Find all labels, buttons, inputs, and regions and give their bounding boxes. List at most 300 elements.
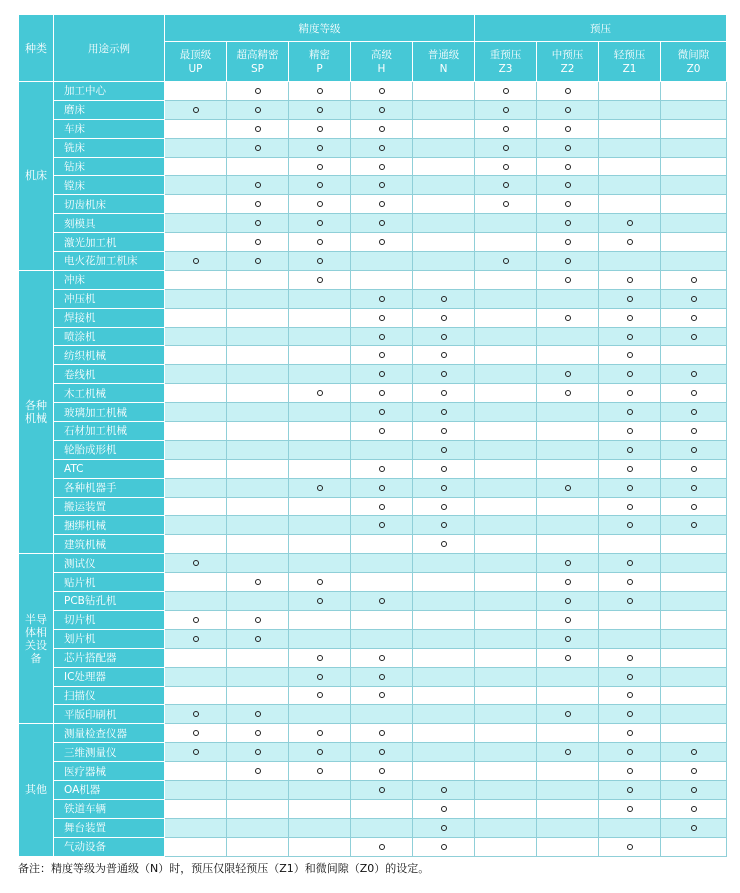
circle-mark-icon [565,390,571,396]
mark-cell [537,157,599,176]
table-row [19,365,727,384]
circle-mark-icon [627,447,633,453]
table-row [19,308,727,327]
mark-cell [413,233,475,252]
circle-mark-icon [317,182,323,188]
mark-cell [475,516,537,535]
mark-cell [475,629,537,648]
column-header-label: 普通级 [427,48,460,61]
mark-cell [165,138,227,157]
usage-name: 气动设备 [54,837,165,856]
mark-cell [289,308,351,327]
usage-name: 木工机械 [54,384,165,403]
mark-cell [475,724,537,743]
mark-cell [475,780,537,799]
column-header-label: 超高精密 [236,48,279,61]
mark-cell [475,214,537,233]
circle-mark-icon [441,787,447,793]
mark-cell [413,195,475,214]
mark-cell [537,82,599,101]
mark-cell [413,610,475,629]
mark-cell [165,610,227,629]
header-category: 种类 [19,15,54,82]
mark-cell [165,762,227,781]
mark-cell [413,573,475,592]
circle-mark-icon [193,749,199,755]
mark-cell [661,648,727,667]
mark-cell [599,554,661,573]
circle-mark-icon [627,315,633,321]
circle-mark-icon [379,428,385,434]
mark-cell [289,837,351,856]
mark-cell [537,365,599,384]
mark-cell [227,818,289,837]
circle-mark-icon [691,428,697,434]
mark-cell [661,629,727,648]
circle-mark-icon [441,371,447,377]
mark-cell [289,478,351,497]
mark-cell [599,100,661,119]
mark-cell [661,799,727,818]
table-row [19,629,727,648]
circle-mark-icon [565,164,571,170]
circle-mark-icon [691,522,697,528]
mark-cell [599,422,661,441]
mark-cell [599,459,661,478]
usage-name: 建筑机械 [54,535,165,554]
mark-cell [413,252,475,271]
mark-cell [599,440,661,459]
mark-cell [599,535,661,554]
mark-cell [289,327,351,346]
table-row [19,82,727,101]
mark-cell [599,610,661,629]
mark-cell [413,422,475,441]
circle-mark-icon [317,674,323,680]
table-row [19,119,727,138]
mark-cell [475,119,537,138]
mark-cell [227,573,289,592]
mark-cell [289,252,351,271]
mark-cell [599,648,661,667]
mark-cell [289,648,351,667]
circle-mark-icon [317,485,323,491]
circle-mark-icon [255,617,261,623]
mark-cell [661,705,727,724]
table-row [19,780,727,799]
mark-cell [165,384,227,403]
mark-cell [475,289,537,308]
mark-cell [537,724,599,743]
mark-cell [165,403,227,422]
mark-cell [351,459,413,478]
mark-cell [537,762,599,781]
circle-mark-icon [627,352,633,358]
mark-cell [165,270,227,289]
mark-cell [661,157,727,176]
mark-cell [537,629,599,648]
mark-cell [165,214,227,233]
circle-mark-icon [627,334,633,340]
column-header-label: 高级 [371,48,392,61]
mark-cell [661,100,727,119]
circle-mark-icon [691,277,697,283]
circle-mark-icon [379,768,385,774]
circle-mark-icon [255,258,261,264]
circle-mark-icon [691,749,697,755]
circle-mark-icon [691,409,697,415]
circle-mark-icon [565,220,571,226]
mark-cell [351,648,413,667]
mark-cell [537,573,599,592]
circle-mark-icon [565,315,571,321]
circle-mark-icon [441,334,447,340]
mark-cell [475,440,537,459]
circle-mark-icon [565,88,571,94]
mark-cell [537,119,599,138]
column-header-z2 [537,42,599,82]
circle-mark-icon [441,409,447,415]
table-row [19,705,727,724]
mark-cell [289,440,351,459]
usage-name: ATC [54,459,165,478]
circle-mark-icon [379,145,385,151]
mark-cell [289,82,351,101]
mark-cell [475,82,537,101]
mark-cell [227,214,289,233]
mark-cell [599,327,661,346]
column-header-label: 最顶级 [179,48,212,61]
circle-mark-icon [193,107,199,113]
mark-cell [475,573,537,592]
mark-cell [537,780,599,799]
mark-cell [661,478,727,497]
column-header-code: Z3 [498,62,513,75]
circle-mark-icon [379,787,385,793]
column-header-code: Z0 [686,62,701,75]
mark-cell [599,818,661,837]
mark-cell [537,195,599,214]
mark-cell [475,384,537,403]
column-header-code: H [377,62,386,75]
mark-cell [661,440,727,459]
mark-cell [289,365,351,384]
circle-mark-icon [193,560,199,566]
mark-cell [537,459,599,478]
mark-cell [289,100,351,119]
circle-mark-icon [379,239,385,245]
mark-cell [661,365,727,384]
mark-cell [351,780,413,799]
mark-cell [475,422,537,441]
mark-cell [289,214,351,233]
mark-cell [413,629,475,648]
mark-cell [351,818,413,837]
mark-cell [599,346,661,365]
mark-cell [475,327,537,346]
mark-cell [227,705,289,724]
table-row [19,138,727,157]
mark-cell [289,497,351,516]
mark-cell [413,799,475,818]
mark-cell [475,592,537,611]
table-row [19,592,727,611]
mark-cell [227,100,289,119]
mark-cell [351,705,413,724]
mark-cell [227,289,289,308]
mark-cell [165,82,227,101]
mark-cell [475,478,537,497]
mark-cell [475,459,537,478]
mark-cell [351,403,413,422]
mark-cell [413,705,475,724]
mark-cell [413,762,475,781]
circle-mark-icon [193,730,199,736]
mark-cell [351,195,413,214]
mark-cell [227,176,289,195]
mark-cell [351,289,413,308]
mark-cell [413,592,475,611]
mark-cell [165,459,227,478]
mark-cell [289,554,351,573]
mark-cell [537,478,599,497]
mark-cell [413,648,475,667]
mark-cell [599,195,661,214]
mark-cell [537,440,599,459]
mark-cell [289,705,351,724]
circle-mark-icon [627,560,633,566]
circle-mark-icon [441,352,447,358]
circle-mark-icon [441,390,447,396]
column-header-code: Z1 [622,62,637,75]
circle-mark-icon [627,579,633,585]
circle-mark-icon [627,390,633,396]
mark-cell [537,308,599,327]
circle-mark-icon [565,182,571,188]
circle-mark-icon [627,730,633,736]
mark-cell [475,176,537,195]
mark-cell [413,780,475,799]
circle-mark-icon [379,220,385,226]
mark-cell [413,554,475,573]
mark-cell [599,686,661,705]
circle-mark-icon [627,711,633,717]
mark-cell [475,535,537,554]
mark-cell [227,667,289,686]
mark-cell [537,422,599,441]
mark-cell [599,157,661,176]
circle-mark-icon [317,239,323,245]
mark-cell [599,82,661,101]
column-header-n [413,42,475,82]
mark-cell [661,516,727,535]
usage-name: 切片机 [54,610,165,629]
circle-mark-icon [317,164,323,170]
mark-cell [475,743,537,762]
circle-mark-icon [565,579,571,585]
mark-cell [537,138,599,157]
circle-mark-icon [379,749,385,755]
circle-mark-icon [255,636,261,642]
mark-cell [661,289,727,308]
mark-cell [661,403,727,422]
mark-cell [165,705,227,724]
usage-name: 车床 [54,119,165,138]
mark-cell [475,667,537,686]
mark-cell [413,743,475,762]
mark-cell [165,573,227,592]
circle-mark-icon [255,239,261,245]
circle-mark-icon [379,466,385,472]
usage-name: 轮胎成形机 [54,440,165,459]
mark-cell [165,629,227,648]
mark-cell [661,667,727,686]
column-header-z0 [661,42,727,82]
table-row [19,440,727,459]
mark-cell [599,743,661,762]
mark-cell [537,252,599,271]
circle-mark-icon [627,428,633,434]
mark-cell [413,157,475,176]
usage-name: OA机器 [54,780,165,799]
mark-cell [661,762,727,781]
table-row [19,554,727,573]
column-header-up [165,42,227,82]
circle-mark-icon [627,296,633,302]
mark-cell [227,780,289,799]
mark-cell [537,592,599,611]
usage-name: 三维测量仪 [54,743,165,762]
mark-cell [413,308,475,327]
mark-cell [599,478,661,497]
mark-cell [475,837,537,856]
mark-cell [165,837,227,856]
mark-cell [537,535,599,554]
mark-cell [475,157,537,176]
mark-cell [475,270,537,289]
mark-cell [227,195,289,214]
table-row [19,233,727,252]
mark-cell [351,327,413,346]
mark-cell [351,176,413,195]
mark-cell [599,837,661,856]
table-row [19,573,727,592]
table-row [19,762,727,781]
usage-name: 冲床 [54,270,165,289]
mark-cell [599,233,661,252]
mark-cell [227,384,289,403]
usage-name: 铁道车辆 [54,799,165,818]
circle-mark-icon [565,145,571,151]
mark-cell [351,100,413,119]
mark-cell [413,535,475,554]
mark-cell [227,138,289,157]
mark-cell [165,497,227,516]
usage-name: 刻模具 [54,214,165,233]
usage-name: 铣床 [54,138,165,157]
usage-name: 钻床 [54,157,165,176]
circle-mark-icon [193,258,199,264]
mark-cell [413,478,475,497]
table-row [19,686,727,705]
circle-mark-icon [503,107,509,113]
mark-cell [599,365,661,384]
mark-cell [351,138,413,157]
usage-name: 测量检查仪器 [54,724,165,743]
usage-name: 磨床 [54,100,165,119]
mark-cell [599,780,661,799]
circle-mark-icon [627,522,633,528]
usage-name: 舞台装置 [54,818,165,837]
category-cell: 其他 [19,724,54,856]
mark-cell [537,686,599,705]
mark-cell [351,440,413,459]
mark-cell [351,667,413,686]
usage-name: IC处理器 [54,667,165,686]
circle-mark-icon [379,504,385,510]
mark-cell [227,308,289,327]
circle-mark-icon [379,485,385,491]
mark-cell [413,403,475,422]
column-header-code: Z2 [560,62,575,75]
circle-mark-icon [317,749,323,755]
mark-cell [351,365,413,384]
mark-cell [227,82,289,101]
circle-mark-icon [441,428,447,434]
mark-cell [289,667,351,686]
usage-name: 切齿机床 [54,195,165,214]
mark-cell [661,327,727,346]
mark-cell [661,195,727,214]
table-row [19,478,727,497]
mark-cell [351,270,413,289]
mark-cell [289,535,351,554]
circle-mark-icon [379,88,385,94]
mark-cell [289,384,351,403]
mark-cell [599,214,661,233]
table-row [19,837,727,856]
mark-cell [165,233,227,252]
mark-cell [661,837,727,856]
mark-cell [165,667,227,686]
mark-cell [289,138,351,157]
mark-cell [289,157,351,176]
circle-mark-icon [565,107,571,113]
mark-cell [599,799,661,818]
category-cell: 机床 [19,82,54,271]
mark-cell [165,308,227,327]
table-row [19,818,727,837]
mark-cell [599,403,661,422]
mark-cell [413,365,475,384]
mark-cell [289,459,351,478]
mark-cell [289,724,351,743]
mark-cell [289,818,351,837]
circle-mark-icon [627,409,633,415]
mark-cell [413,516,475,535]
mark-cell [413,724,475,743]
circle-mark-icon [503,182,509,188]
circle-mark-icon [691,825,697,831]
mark-cell [289,743,351,762]
mark-cell [537,837,599,856]
mark-cell [537,818,599,837]
column-header-code: UP [188,62,203,75]
table-row [19,422,727,441]
circle-mark-icon [379,296,385,302]
mark-cell [475,554,537,573]
circle-mark-icon [565,560,571,566]
